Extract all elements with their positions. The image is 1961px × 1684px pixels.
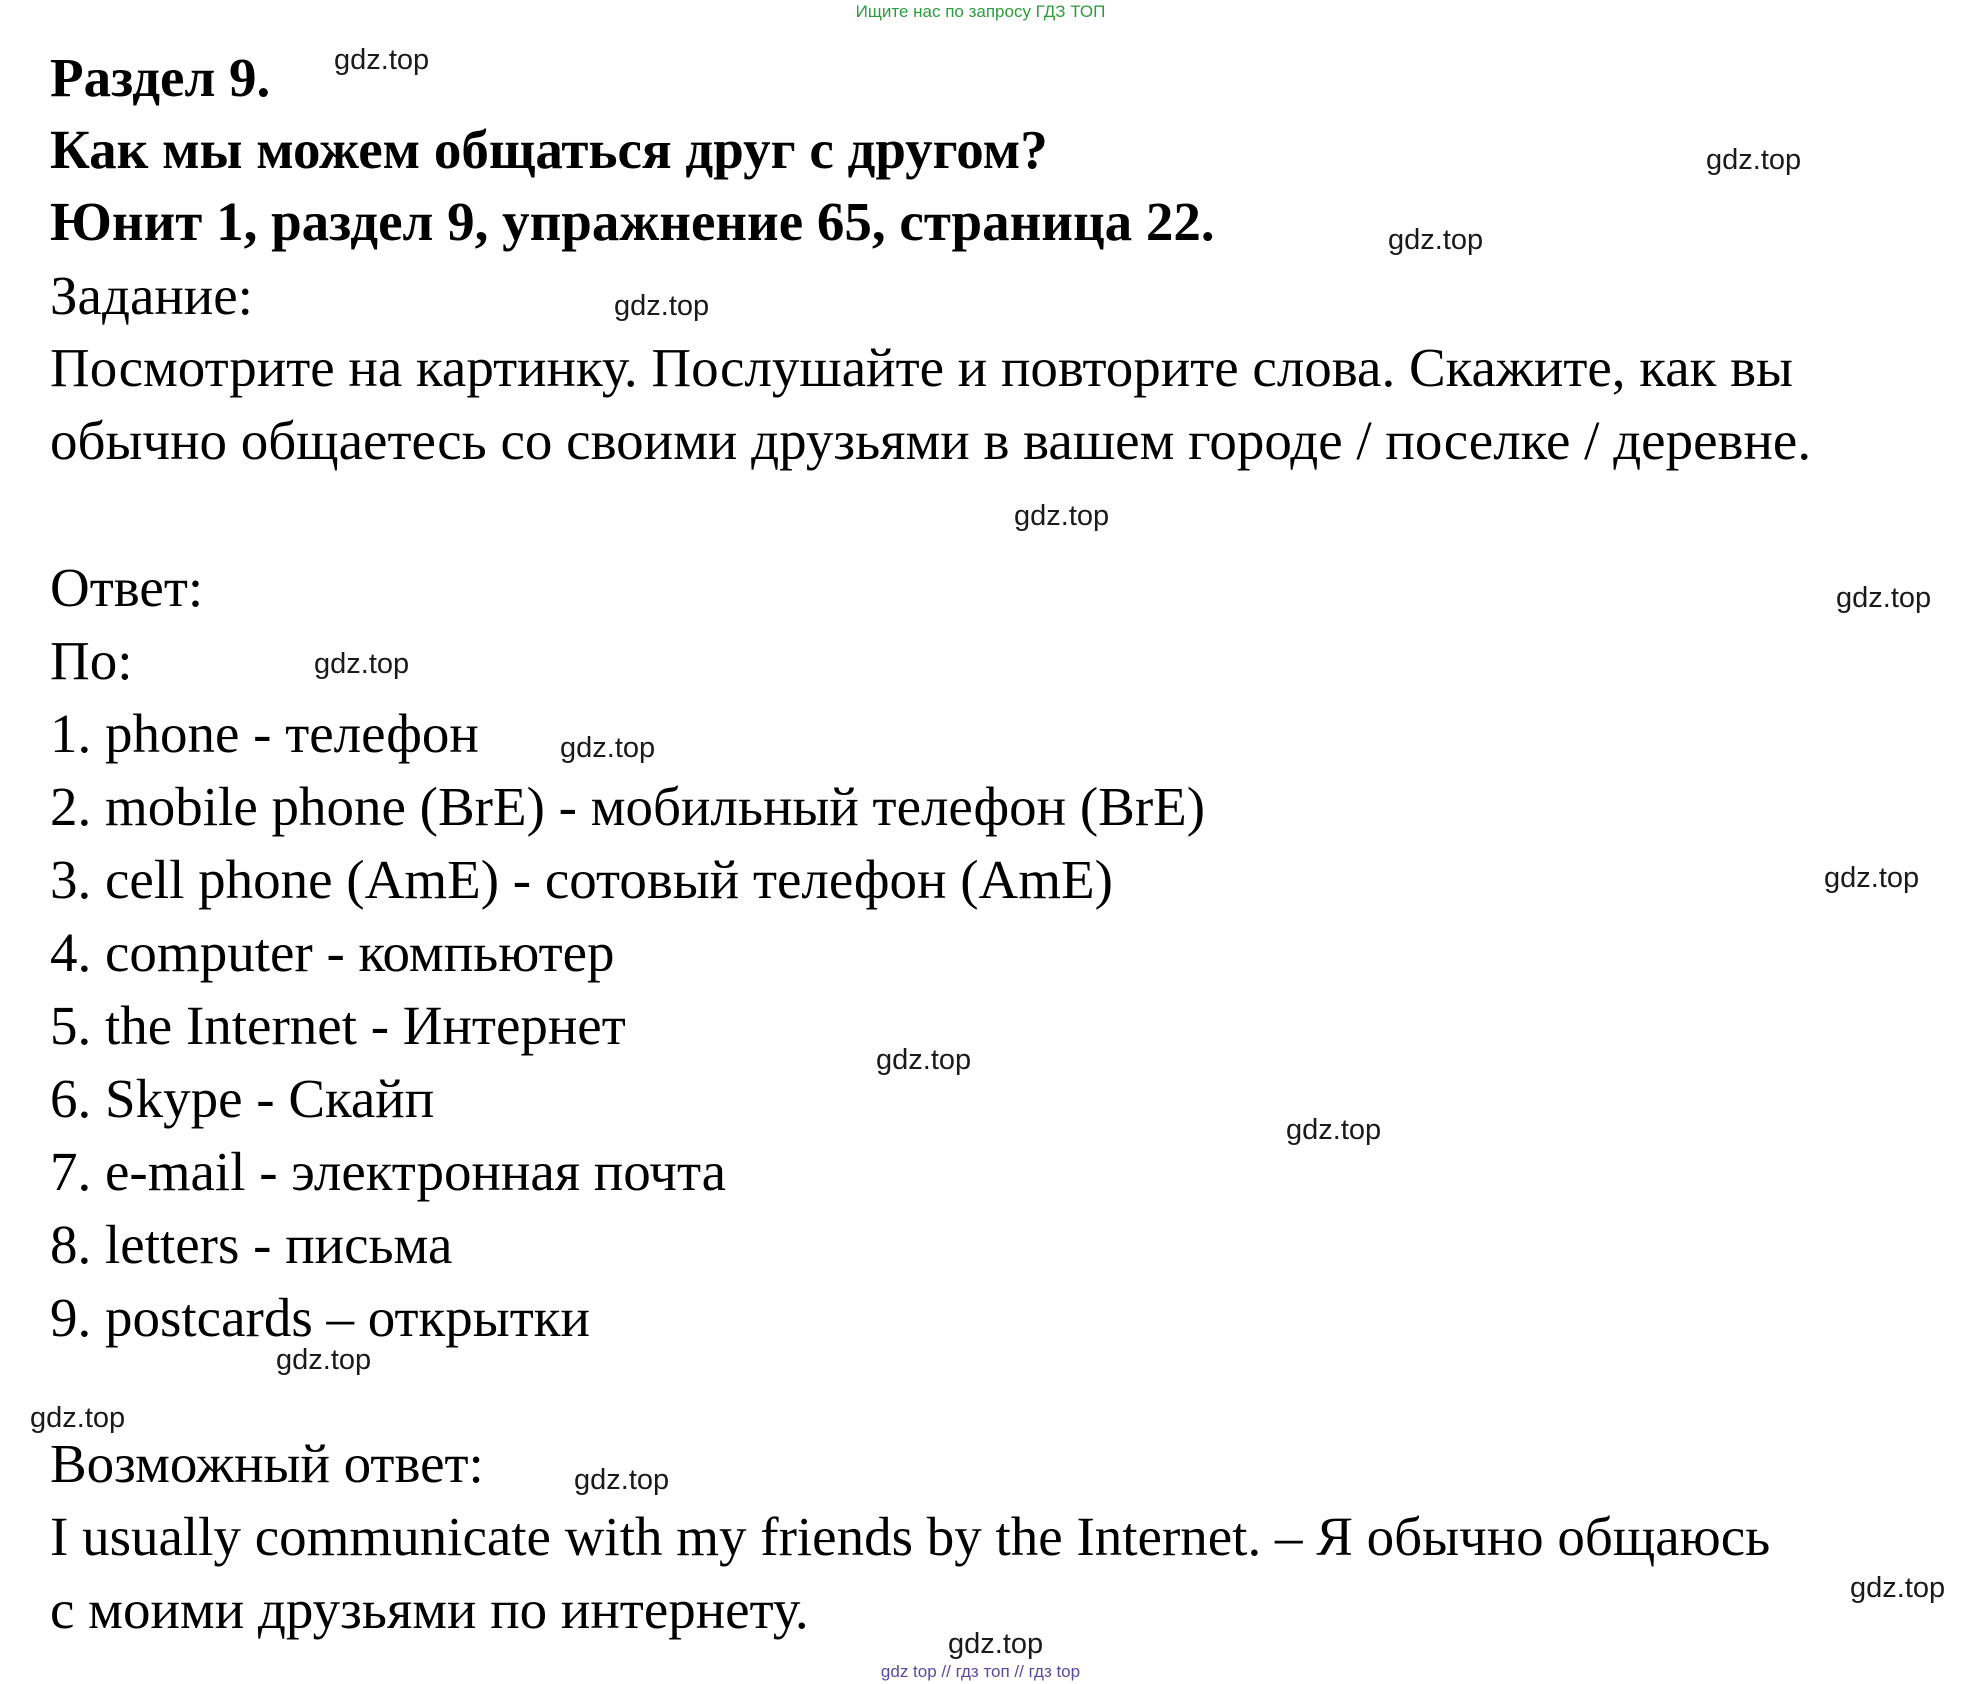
watermark: gdz.top	[314, 648, 410, 680]
watermark: gdz.top	[276, 1344, 372, 1376]
task-label: Задание:	[50, 265, 253, 326]
task-text-line: Посмотрите на картинку. Послушайте и повторите слова. Скажите, как вы	[50, 337, 1794, 398]
top-banner: Ищите нас по запросу ГДЗ ТОП	[855, 2, 1106, 21]
vocab-item: 1. phone - телефон	[50, 703, 479, 764]
watermark: gdz.top	[1836, 582, 1932, 614]
watermark: gdz.top	[1850, 1572, 1946, 1604]
watermark: gdz.top	[30, 1402, 126, 1434]
vocab-item: 2. mobile phone (BrE) - мобильный телефон (BrE)	[50, 776, 1206, 837]
watermark: gdz.top	[1824, 862, 1920, 894]
possible-answer-line: с моими друзьями по интернету.	[50, 1579, 809, 1640]
watermark: gdz.top	[1388, 224, 1484, 256]
vocab-item: 7. e-mail - электронная почта	[50, 1141, 727, 1202]
vocab-item: 3. cell phone (AmE) - сотовый телефон (AmE)	[50, 849, 1113, 910]
answer-label: Ответ:	[50, 557, 204, 618]
possible-answer-label: Возможный ответ:	[50, 1433, 484, 1494]
watermark: gdz.top	[614, 290, 710, 322]
watermark: gdz.top	[334, 44, 430, 76]
watermark: gdz.top	[1286, 1114, 1382, 1146]
watermark: gdz.top	[574, 1464, 670, 1496]
vocab-item: 9. postcards – открытки	[50, 1287, 590, 1348]
watermark: gdz.top	[560, 732, 656, 764]
watermark: gdz.top	[1014, 500, 1110, 532]
vocab-item: 6. Skype - Скайп	[50, 1068, 435, 1129]
vocab-item: 4. computer - компьютер	[50, 922, 615, 983]
vocab-item: 8. letters - письма	[50, 1214, 453, 1275]
footer-links: gdz top // гдз топ // гдз top	[880, 1662, 1081, 1681]
watermark: gdz.top	[948, 1628, 1044, 1660]
by-label: По:	[50, 630, 133, 691]
possible-answer-line: I usually communicate with my friends by the Internet. – Я обычно общаюсь	[50, 1506, 1771, 1567]
watermark: gdz.top	[876, 1044, 972, 1076]
section-title: Раздел 9.	[50, 47, 271, 108]
vocab-item: 5. the Internet - Интернет	[50, 995, 626, 1056]
exercise-title: Юнит 1, раздел 9, упражнение 65, страница 22.	[50, 191, 1215, 252]
task-text-line: обычно общаетесь со своими друзьями в вашем городе / поселке / деревне.	[50, 410, 1812, 471]
watermark: gdz.top	[1706, 144, 1802, 176]
section-subtitle: Как мы можем общаться друг с другом?	[50, 119, 1048, 180]
